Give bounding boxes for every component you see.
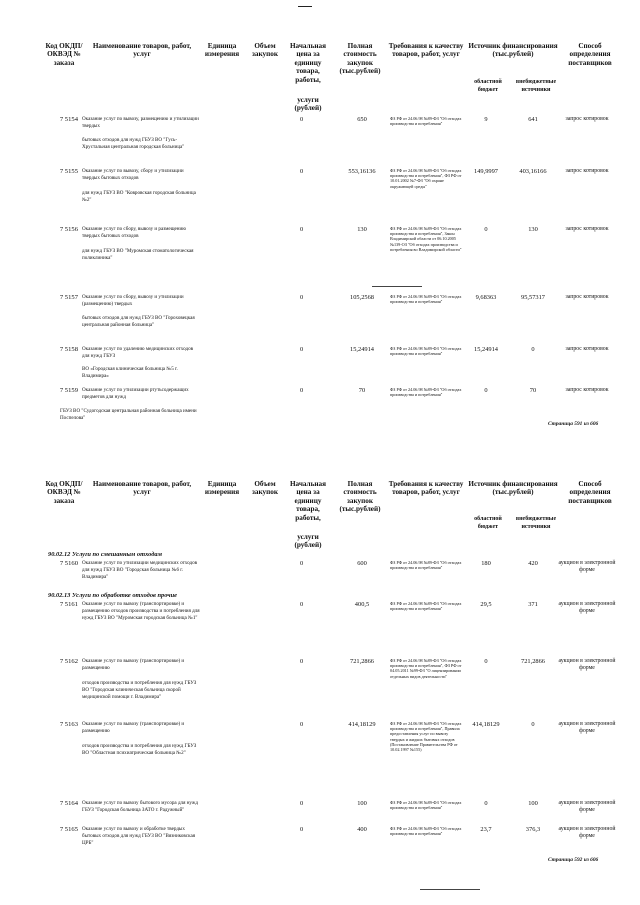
procurement-method: запрос котировок xyxy=(565,168,609,174)
extra-budget: 420 xyxy=(528,560,538,567)
item-name: Оказание услуг по вывозу (транспортировке) и размещению xyxy=(82,721,185,734)
unit-price: 0 xyxy=(300,116,304,123)
order-code: 7 5154 xyxy=(59,116,78,123)
total-cost: 721,2866 xyxy=(350,658,374,665)
header-volume: Объем закупок xyxy=(252,480,278,497)
extra-budget: 376,3 xyxy=(525,826,541,833)
item-name-cont: отходов производства и потребления для нужд ГБУЗ ВО "Областная психиатрическая больница №2" xyxy=(82,743,197,756)
order-code: 7 5160 xyxy=(59,560,78,567)
item-name: Оказание услуг по вывозу бытового мусора для нужд ГБУЗ "Городская больница ЗАТО г. Радужный" xyxy=(82,800,199,813)
order-code: 7 5161 xyxy=(59,601,78,608)
item-name: Оказание услуг по сбору, вывозу и утилизации (размещению) твердых xyxy=(82,294,184,307)
total-cost: 70 xyxy=(358,387,366,394)
unit-price: 0 xyxy=(300,721,304,728)
page-footer: Страница 591 из 606 xyxy=(548,421,599,427)
order-code: 7 5162 xyxy=(59,658,78,665)
item-name-cont: ГБУЗ ВО "Судогодская центральная районная больница имени Поспелова" xyxy=(60,408,197,421)
header-unit: Единица измерения xyxy=(204,42,240,59)
total-cost: 15,24914 xyxy=(350,346,374,353)
unit-price: 0 xyxy=(300,294,304,301)
total-cost: 600 xyxy=(357,560,367,567)
requirements: ФЗ РФ от 24.06.98 №89-ФЗ "Об отходах производства и потребления", Правила предоставления услуг по вывозу твердых и жидких бытовых отходов (Постановление Правительства РФ от 10.02.1997 №155) xyxy=(390,721,462,753)
item-name-cont: для нужд ГБУЗ ВО "Муромская стоматологическая поликлиника" xyxy=(82,248,194,261)
item-name-cont: бытовых отходов для нужд ГБУЗ ВО "Гусь-Хрустальная центральная городская больница" xyxy=(82,137,185,150)
requirements: ФЗ РФ от 24.06.98 №89-ФЗ "Об отходах производства и потребления" xyxy=(390,826,462,837)
page-592 xyxy=(0,475,640,905)
item-name: Оказание услуг по вывозу и обработке твердых бытовых отходов для нужд ГБУЗ ВО "Вязниковская ЦРБ" xyxy=(82,826,196,846)
item-name-cont: бытовых отходов для нужд ГБУЗ ВО "Гороховецкая центральная районная больница" xyxy=(82,315,195,328)
total-cost: 105,2568 xyxy=(350,294,374,301)
procurement-method: запрос котировок xyxy=(565,116,609,122)
regional-budget: 29,5 xyxy=(480,601,492,608)
unit-price: 0 xyxy=(300,800,304,807)
total-cost: 414,18129 xyxy=(348,721,376,728)
regional-budget: 15,24914 xyxy=(474,346,498,353)
requirements: ФЗ РФ от 24.06.98 №89-ФЗ "Об отходах производства и потребления" xyxy=(390,387,462,398)
extra-budget: 0 xyxy=(531,346,535,353)
item-name: Оказание услуг по вывозу, размещению и утилизации твердых xyxy=(82,116,199,129)
header-unit: Единица измерения xyxy=(204,480,240,497)
underline xyxy=(372,286,422,287)
unit-price: 0 xyxy=(300,826,304,833)
regional-budget: 0 xyxy=(484,800,488,807)
requirements: ФЗ РФ от 24.06.98 №89-ФЗ "Об отходах производства и потребления" xyxy=(390,800,462,811)
item-name-cont: отходов производства и потребления для нужд ГБУЗ ВО "Городская клиническая больница скорой медицинской помощи г. Владимира" xyxy=(82,680,197,700)
procurement-method: запрос котировок xyxy=(565,294,609,300)
regional-budget: 9,68363 xyxy=(475,294,497,301)
procurement-method: аукцион в электронной форме xyxy=(558,601,616,615)
extra-budget: 100 xyxy=(528,800,538,807)
header-source: Источник финансирования (тыс.рублей) xyxy=(468,42,558,59)
header-source-extra: внебюджетные источники xyxy=(515,516,557,531)
header-source-extra: внебюджетные источники xyxy=(515,79,557,94)
header-source-regional: областной бюджет xyxy=(474,79,502,94)
item-name-cont: ВО «Городская клиническая больница №5 г. Владимира» xyxy=(82,366,178,379)
regional-budget: 414,18129 xyxy=(472,721,500,728)
requirements: ФЗ РФ от 24.06.98 №89-ФЗ "Об отходах производства и потребления" xyxy=(390,346,462,357)
page-591 xyxy=(0,0,640,450)
extra-budget: 95,57317 xyxy=(521,294,545,301)
requirements: ФЗ РФ от 24.06.98 №89-ФЗ "Об отходах производства и потребления" xyxy=(390,601,462,612)
unit-price: 0 xyxy=(300,560,304,567)
total-cost: 400 xyxy=(357,826,367,833)
item-name: Оказание услуг по утилизации ртутьсодержащих предметов для нужд xyxy=(82,387,189,400)
header-method: Способ определения поставщиков xyxy=(568,42,612,67)
requirements: ФЗ РФ от 24.06.98 №89-ФЗ "Об отходах производства и потребления" xyxy=(390,116,462,127)
header-total: Полная стоимость закупок (тыс.рублей) xyxy=(339,42,381,76)
total-cost: 553,16136 xyxy=(348,168,376,175)
order-code: 7 5164 xyxy=(59,800,78,807)
procurement-method: аукцион в электронной форме xyxy=(558,658,616,672)
procurement-method: запрос котировок xyxy=(565,226,609,232)
scan-line xyxy=(420,889,480,890)
unit-price: 0 xyxy=(300,168,304,175)
extra-budget: 403,16166 xyxy=(519,168,547,175)
page-footer: Страница 592 из 606 xyxy=(548,857,599,863)
total-cost: 130 xyxy=(357,226,367,233)
extra-budget: 721,2866 xyxy=(521,658,545,665)
unit-price: 0 xyxy=(300,601,304,608)
header-method: Способ определения поставщиков xyxy=(568,480,612,505)
unit-price: 0 xyxy=(300,346,304,353)
item-name-cont: для нужд ГБУЗ ВО "Ковровская городская больница №2" xyxy=(82,190,196,203)
requirements: ФЗ РФ от 24.06.98 №89-ФЗ "Об отходах производства и потребления" xyxy=(390,294,462,305)
item-name: Оказание услуг по утилизации медицинских отходов для нужд ГБУЗ ВО "Городская больница №6 г. Владимира" xyxy=(82,560,198,580)
item-name: Оказание услуг по вывозу (транспортировке) и размещению отходов производства и потребления для нужд ГБУЗ ВО "Муромская городская больница №1" xyxy=(82,601,200,621)
requirements: ФЗ РФ от 24.06.98 №89-ФЗ "Об отходах производства и потребления", ФЗ РФ от 10.01.2002 №7-ФЗ "Об охране окружающей среды" xyxy=(390,168,462,189)
order-code: 7 5156 xyxy=(59,226,78,233)
header-volume: Объем закупок xyxy=(252,42,278,59)
procurement-method: запрос котировок xyxy=(565,387,609,393)
extra-budget: 130 xyxy=(528,226,538,233)
extra-budget: 70 xyxy=(529,387,537,394)
header-price-unit: услуги (рублей) xyxy=(294,533,322,550)
total-cost: 400,5 xyxy=(354,601,370,608)
item-name: Оказание услуг по вывозу, сбору и утилизации твердых бытовых отходов xyxy=(82,168,184,181)
order-code: 7 5165 xyxy=(59,826,78,833)
order-code: 7 5157 xyxy=(59,294,78,301)
procurement-method: аукцион в электронной форме xyxy=(558,800,616,814)
item-name: Оказание услуг по сбору, вывозу и размещению твердых бытовых отходов xyxy=(82,226,187,239)
regional-budget: 0 xyxy=(484,226,488,233)
regional-budget: 0 xyxy=(484,658,488,665)
header-source: Источник финансирования (тыс.рублей) xyxy=(468,480,558,497)
header-name: Наименование товаров, работ, услуг xyxy=(92,42,192,59)
order-code: 7 5158 xyxy=(59,346,78,353)
requirements: ФЗ РФ от 24.06.98 №89-ФЗ "Об отходах производства и потребления", Закон Владимирской области от 06.10.2005 №139-ОЗ "Об отходах производства и потребления во Владимирской области" xyxy=(390,226,462,252)
regional-budget: 0 xyxy=(484,387,488,394)
order-code: 7 5155 xyxy=(59,168,78,175)
extra-budget: 0 xyxy=(531,721,535,728)
extra-budget: 641 xyxy=(528,116,538,123)
extra-budget: 371 xyxy=(528,601,538,608)
total-cost: 650 xyxy=(357,116,367,123)
procurement-method: аукцион в электронной форме xyxy=(558,560,616,574)
regional-budget: 149,9997 xyxy=(474,168,498,175)
order-code: 7 5159 xyxy=(59,387,78,394)
regional-budget: 23,7 xyxy=(480,826,492,833)
header-price: Начальная цена за единицу товара, работы, xyxy=(289,480,327,522)
scan-mark xyxy=(298,6,312,7)
header-name: Наименование товаров, работ, услуг xyxy=(92,480,192,497)
header-requirements: Требования к качеству товаров, работ, услуг xyxy=(388,480,464,497)
regional-budget: 9 xyxy=(484,116,488,123)
header-code: Код ОКДП/ ОКВЭД № заказа xyxy=(45,42,83,67)
procurement-method: аукцион в электронной форме xyxy=(558,721,616,735)
procurement-method: запрос котировок xyxy=(565,346,609,352)
unit-price: 0 xyxy=(300,226,304,233)
header-price: Начальная цена за единицу товара, работы, xyxy=(289,42,327,84)
unit-price: 0 xyxy=(300,387,304,394)
total-cost: 100 xyxy=(357,800,367,807)
procurement-method: аукцион в электронной форме xyxy=(558,826,616,840)
header-code: Код ОКДП/ ОКВЭД № заказа xyxy=(45,480,83,505)
header-requirements: Требования к качеству товаров, работ, услуг xyxy=(388,42,464,59)
requirements: ФЗ РФ от 24.06.98 №89-ФЗ "Об отходах производства и потребления" xyxy=(390,560,462,571)
item-name: Оказание услуг по вывозу (транспортировке) и размещению xyxy=(82,658,185,671)
header-total: Полная стоимость закупок (тыс.рублей) xyxy=(339,480,381,514)
section-heading: 90.02.12 Услуги по смешанным отходам xyxy=(48,551,162,558)
header-price-unit: услуги (рублей) xyxy=(294,96,322,113)
order-code: 7 5163 xyxy=(59,721,78,728)
regional-budget: 180 xyxy=(481,560,491,567)
section-heading: 90.02.13 Услуги по обработке отходов прочие xyxy=(48,592,178,599)
header-source-regional: областной бюджет xyxy=(474,516,502,531)
item-name: Оказание услуг по удалению медицинских отходов для нужд ГБУЗ xyxy=(82,346,194,359)
unit-price: 0 xyxy=(300,658,304,665)
requirements: ФЗ РФ от 24.06.98 №89-ФЗ "Об отходах производства и потребления", ФЗ РФ от 04.05.2011 №99-ФЗ "О лицензировании отдельных видов деятельности" xyxy=(390,658,462,679)
